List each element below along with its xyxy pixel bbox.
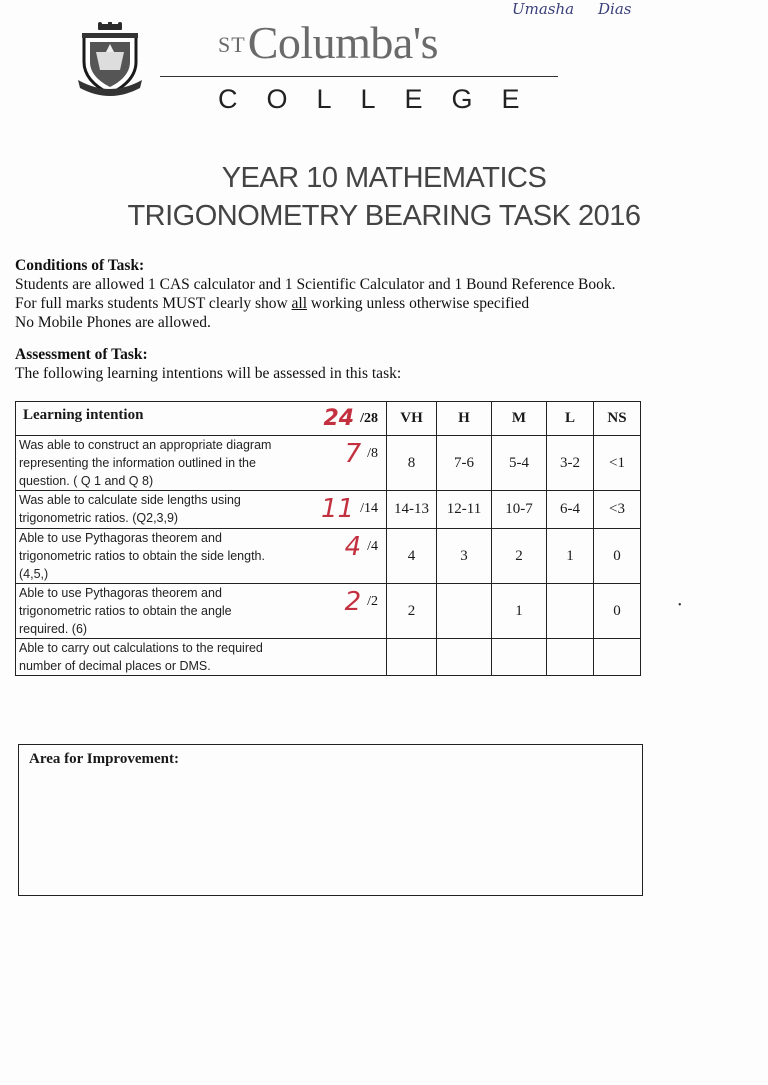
table-header-row — [16, 402, 641, 436]
assessment-heading: Assessment of Task: — [15, 346, 148, 363]
student-surname-signature: Dias — [598, 0, 632, 18]
row-m: 2 — [492, 529, 547, 584]
row-intent-cell — [16, 639, 387, 676]
row-intent-text: Was able to construct an appropriate diagram representing the information outlined in the question. ( Q 1 and Q 8) — [19, 438, 272, 488]
row-vh: 14-13 — [387, 491, 437, 529]
row-l — [547, 584, 594, 639]
row-intent-text: Was able to calculate side lengths using trigonometric ratios. (Q2,3,9) — [19, 493, 241, 525]
row-l: 6-4 — [547, 491, 594, 529]
row-score — [284, 639, 386, 645]
row-max: /14 — [360, 501, 378, 516]
header-learning-intention-label: Learning intention — [23, 406, 144, 423]
header-learning-intention — [16, 402, 387, 436]
row-vh: 8 — [387, 436, 437, 491]
row-vh: 4 — [387, 529, 437, 584]
table-row — [16, 529, 641, 584]
school-name-st: ST — [218, 32, 246, 57]
conditions-line2-a: For full marks students MUST clearly show — [15, 295, 288, 312]
row-mark-handwritten: 2 — [344, 587, 362, 617]
header-vh: VH — [387, 402, 437, 436]
row-ns: 0 — [594, 584, 641, 639]
stray-mark: • — [678, 600, 682, 611]
row-h: 7-6 — [437, 436, 492, 491]
row-intent-text: Able to carry out calculations to the required number of decimal places or DMS. — [19, 641, 263, 673]
table-row — [16, 436, 641, 491]
row-score — [284, 436, 386, 469]
assessment-line1: The following learning intentions will be assessed in this task: — [15, 365, 402, 382]
row-max: /2 — [367, 594, 378, 609]
header-m: M — [492, 402, 547, 436]
school-name — [218, 16, 438, 69]
row-intent-cell — [16, 491, 387, 529]
assessment-section — [15, 345, 401, 383]
row-vh — [387, 639, 437, 676]
row-l — [547, 639, 594, 676]
row-h: 3 — [437, 529, 492, 584]
assessment-rubric-table — [15, 401, 641, 676]
school-crest-icon — [74, 22, 146, 96]
header-l: L — [547, 402, 594, 436]
row-score — [284, 529, 386, 562]
row-max: /4 — [367, 539, 378, 554]
row-intent-cell — [16, 529, 387, 584]
header-divider — [160, 76, 558, 77]
header-ns: NS — [594, 402, 641, 436]
row-h — [437, 584, 492, 639]
row-m: 1 — [492, 584, 547, 639]
row-intent-cell — [16, 584, 387, 639]
row-intent-text: Able to use Pythagoras theorem and trigonometric ratios to obtain the side length. (4,5,) — [19, 531, 265, 581]
improvement-heading: Area for Improvement: — [29, 751, 179, 767]
student-name-signature: Umasha — [512, 0, 575, 18]
row-m — [492, 639, 547, 676]
row-intent-text: Able to use Pythagoras theorem and trigonometric ratios to obtain the angle required. (6) — [19, 586, 232, 636]
row-m: 10-7 — [492, 491, 547, 529]
row-ns — [594, 639, 641, 676]
school-name-main: Columba's — [247, 17, 439, 68]
row-score — [284, 491, 386, 524]
row-vh: 2 — [387, 584, 437, 639]
row-mark-handwritten: 4 — [344, 532, 362, 562]
row-max: /8 — [367, 446, 378, 461]
row-h — [437, 639, 492, 676]
total-mark-handwritten: 24 — [323, 405, 355, 431]
total-max: /28 — [360, 410, 378, 426]
conditions-line2 — [15, 294, 615, 313]
row-intent-cell — [16, 436, 387, 491]
row-mark-handwritten: 11 — [321, 494, 355, 524]
improvement-box[interactable] — [18, 744, 643, 896]
total-score — [323, 407, 386, 431]
row-score — [284, 584, 386, 617]
row-mark-handwritten: 7 — [344, 439, 362, 469]
row-l: 3-2 — [547, 436, 594, 491]
school-college-word: COLLEGE — [218, 84, 549, 114]
conditions-section — [15, 256, 615, 332]
row-ns: <1 — [594, 436, 641, 491]
doc-title-line2: TRIGONOMETRY BEARING TASK 2016 — [127, 200, 641, 232]
table-row — [16, 639, 641, 676]
row-h: 12-11 — [437, 491, 492, 529]
conditions-heading: Conditions of Task: — [15, 257, 145, 274]
conditions-line1: Students are allowed 1 CAS calculator and 1 Scientific Calculator and 1 Bound Reference Book. — [15, 276, 616, 293]
row-m: 5-4 — [492, 436, 547, 491]
table-row — [16, 584, 641, 639]
row-ns: <3 — [594, 491, 641, 529]
conditions-line2-underlined: all — [291, 295, 308, 312]
row-l: 1 — [547, 529, 594, 584]
row-ns: 0 — [594, 529, 641, 584]
conditions-line3: No Mobile Phones are allowed. — [15, 314, 211, 331]
header-h: H — [437, 402, 492, 436]
doc-title-line1: YEAR 10 MATHEMATICS — [221, 162, 547, 194]
table-row — [16, 491, 641, 529]
conditions-line2-b: working unless otherwise specified — [310, 295, 530, 312]
